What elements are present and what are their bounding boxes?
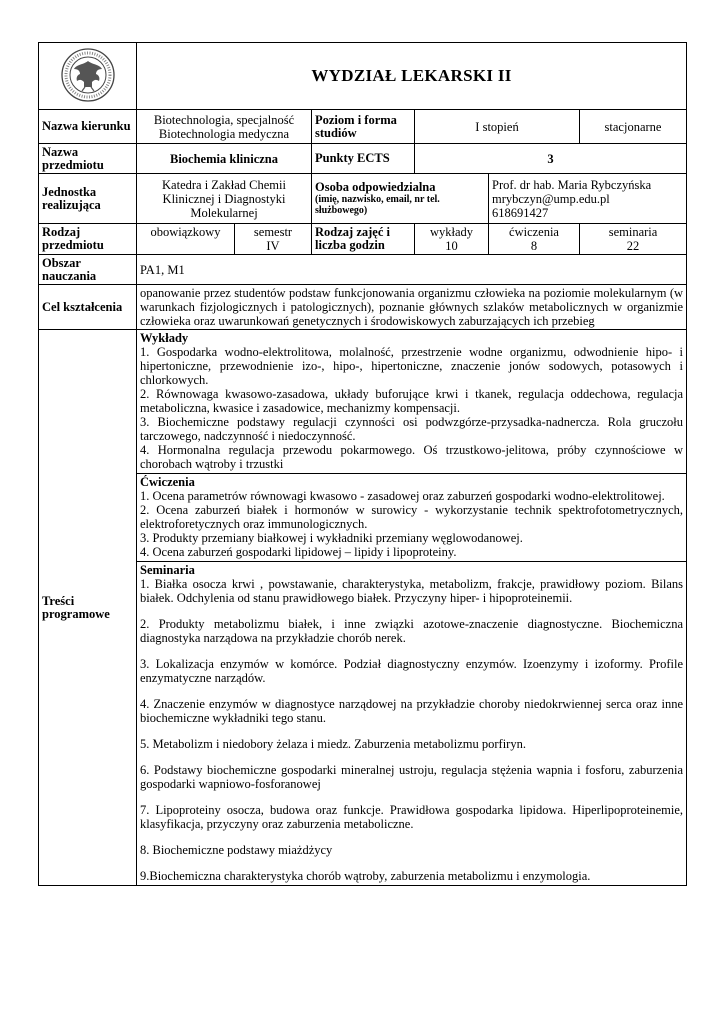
semester-cell [235,224,312,255]
label-ects: Punkty ECTS [312,144,415,174]
list-item: 4. Hormonalna regulacja przewodu pokarmowego. Oś trzustkowo-jelitowa, próby czynnościowe w chorobach wątroby i trzustki [140,443,684,471]
value-kierunek: Biotechnologia, specjalność Biotechnologia medyczna [137,110,312,144]
semester-value: IV [266,239,280,253]
lectures-cell [415,224,489,255]
list-item: 1. Białka osocza krwi , powstawanie, charakterystyka, metabolizm, frakcje, prawidłowy poziom. Bilans białek. Odchylenia od stanu prawidłowego białek. Przyczyny hiper- i hipoproteinemii. [140,577,684,605]
list-item: 2. Produkty metabolizmu białek, i inne związki azotowe-znaczenie diagnostyczne. Biochemiczna diagnostyka narządowa na przykładzie chorób nerek. [140,617,684,645]
label-osoba-sub: (imię, nazwisko, email, nr tel. służbowego) [315,194,440,216]
label-osoba: Osoba odpowiedzialna [315,180,436,194]
label-tresci: Treści programowe [39,330,137,886]
label-przedmiot: Nazwa przedmiotu [39,144,137,174]
lectures-label: wykłady [429,225,474,239]
value-forma: stacjonarne [580,110,687,144]
list-item: 3. Lokalizacja enzymów w komórce. Podział diagnostyczny enzymów. Izoenzymy i izoformy. Profile enzymatyczne narządów. [140,657,684,685]
value-jednostka: Katedra i Zakład Chemii Klinicznej i Diagnostyki Molekularnej [137,174,312,224]
section-cwiczenia [137,474,687,562]
row-kierunek [39,110,687,144]
exercises-label: ćwiczenia [509,225,559,239]
list-item: 7. Lipoproteiny osocza, budowa oraz funkcje. Prawidłowa gospodarka lipidowa. Hiperlipoproteinemie, klasyfikacja, przyczyny oraz zaburzenia metaboliczne. [140,803,684,831]
seminars-cell [580,224,687,255]
list-item: 2. Równowaga kwasowo-zasadowa, układy buforujące krwi i tkanek, regulacja oddechowa, regulacja metaboliczna, kwasice i zasadowice, mechanizmy kompensacji. [140,387,684,415]
exercises-value: 8 [530,239,538,253]
label-rodzaj: Rodzaj przedmiotu [39,224,137,255]
list-item: 1. Ocena parametrów równowagi kwasowo - zasadowej oraz zaburzeń gospodarki wodno-elektrolitowej. [140,489,665,503]
list-item: 8. Biochemiczne podstawy miażdżycy [140,843,333,857]
syllabus-table [38,42,687,886]
list-item: 1. Gospodarka wodno-elektrolitowa, molalność, przestrzenie wodne organizmu, odwodnienie hipo- i hipertoniczne, przewodnienie izo-, hipo-, hipertoniczne, znaczenie jonów sodowych, potasowych i chlorkowych. [140,345,684,387]
list-item: 4. Ocena zaburzeń gospodarki lipidowej – lipidy i lipoproteiny. [140,545,457,559]
value-cel: opanowanie przez studentów podstaw funkcjonowania organizmu człowieka na poziomie molekularnym (w warunkach fizjologicznych i patologicznych), poznanie głównych szlaków metabolicznych w organizmie człowieka oraz uwarunkowań genetycznych i środowiskowych zaburzających ich przebieg [137,285,687,330]
row-seminaria [39,562,687,886]
person-label-cell [312,174,489,224]
header-row [39,43,687,110]
section-wyklady [137,330,687,474]
person-email: mrybczyn@ump.edu.pl [492,191,610,206]
list-item: 3. Produkty przemiany białkowej i wykładniki przemiany węglowodanowej. [140,531,523,545]
lectures-value: 10 [445,239,458,253]
row-cel [39,285,687,330]
row-jednostka [39,174,687,224]
seminars-label: seminaria [608,225,658,239]
university-seal-icon [60,47,116,103]
list-item: 4. Znaczenie enzymów w diagnostyce narządowej na przykładzie choroby niedokrwiennej serca oraz inne biochemiczne wykładniki tego stanu. [140,697,684,725]
row-rodzaj [39,224,687,255]
value-poziom: I stopień [415,110,580,144]
seminars-value: 22 [626,239,640,253]
row-przedmiot [39,144,687,174]
person-value-cell [489,174,687,224]
faculty-title: WYDZIAŁ LEKARSKI II [137,43,687,110]
list-item: 9.Biochemiczna charakterystyka chorób wątroby, zaburzenia metabolizmu i enzymologia. [140,869,591,883]
heading-seminaria: Seminaria [140,563,195,577]
exercises-cell [489,224,580,255]
row-wyklady [39,330,687,474]
label-zajecia: Rodzaj zajęć i liczba godzin [312,224,415,255]
label-jednostka: Jednostka realizująca [39,174,137,224]
label-poziom: Poziom i forma studiów [312,110,415,144]
list-item: 3. Biochemiczne podstawy regulacji czynności osi podwzgórze-przysadka-nadnercza. Rola gruczołu tarczowego, nadczynność i niedoczynność. [140,415,684,443]
heading-wyklady: Wykłady [140,331,189,345]
value-obszar: PA1, M1 [137,255,687,285]
logo-cell [39,43,137,110]
label-kierunek: Nazwa kierunku [39,110,137,144]
row-cwiczenia [39,474,687,562]
label-obszar: Obszar nauczania [39,255,137,285]
row-obszar [39,255,687,285]
value-ects: 3 [415,144,687,174]
semester-label: semestr [253,225,293,239]
heading-cwiczenia: Ćwiczenia [140,475,195,489]
person-phone: 618691427 [492,205,549,220]
section-seminaria [137,562,687,886]
person-name: Prof. dr hab. Maria Rybczyńska [492,177,652,192]
label-cel: Cel kształcenia [39,285,137,330]
list-item: 2. Ocena zaburzeń białek i hormonów w surowicy - wykorzystanie technik spektrofotometrycznych, elektroforetycznych oraz immunologicznych. [140,503,684,531]
value-rodzaj: obowiązkowy [137,224,235,255]
value-przedmiot: Biochemia kliniczna [137,144,312,174]
list-item: 5. Metabolizm i niedobory żelaza i miedz. Zaburzenia metabolizmu porfiryn. [140,737,526,751]
list-item: 6. Podstawy biochemiczne gospodarki mineralnej ustroju, regulacja stężenia wapnia i fosforu, zaburzenia gospodarki wapniowo-fosforanowej [140,763,684,791]
